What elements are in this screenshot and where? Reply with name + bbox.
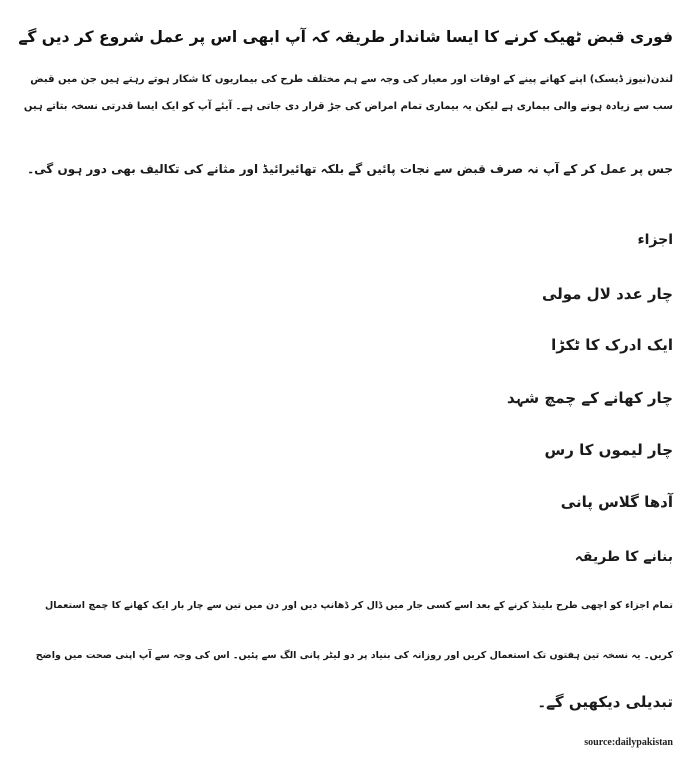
ingredient-item: چار عدد لال مولی: [541, 285, 673, 303]
method-heading: بنانے کا طریقہ: [574, 549, 673, 565]
intro-line: جس پر عمل کر کے آپ نہ صرف قبض سے نجات پائیں گے بلکہ تھائیرائیڈ اور مثانے کی تکالیف بھی دور ہوں گی۔: [27, 162, 673, 176]
method-line: تمام اجزاء کو اچھی طرح بلینڈ کرنے کے بعد اسے کسی جار میں ڈال کر ڈھانپ دیں اور دن میں تین سے چار بار ایک کھانے کا چمچ استعمال: [45, 600, 673, 611]
ingredient-item: آدھا گلاس پانی: [560, 493, 673, 511]
intro-line: سب سے زیادہ ہونے والی بیماری ہے لیکن یہ بیماری تمام امراض کی جڑ قرار دی جاتی ہے۔ آیئے آپ کو ایک ایسا قدرتی نسخہ بتاتے ہیں: [23, 101, 673, 112]
source-credit: source:dailypakistan: [584, 737, 673, 748]
intro-line: لندن(نیوز ڈیسک) اپنے کھانے پینے کے اوقات اور معیار کی وجہ سے ہم مختلف طرح کی بیماریوں کا شکار ہوتے رہتے ہیں جن میں قبض: [30, 74, 673, 85]
ingredient-item: چار لیموں کا رس: [544, 441, 673, 459]
article-headline: فوری قبض ٹھیک کرنے کا ایسا شاندار طریقہ کہ آپ ابھی اس پر عمل شروع کر دیں گے: [18, 28, 673, 46]
ingredient-item: چار کھانے کے چمچ شہد: [506, 389, 673, 407]
method-line: کریں۔ یہ نسخہ تین ہفتوں تک استعمال کریں اور روزانہ کی بنیاد پر دو لیٹر پانی الگ سے پئیں۔ اس کی وجہ سے آپ اپنی صحت میں واضح: [35, 650, 673, 661]
ingredients-heading: اجزاء: [637, 232, 673, 248]
ingredient-item: ایک ادرک کا ٹکڑا: [551, 336, 673, 354]
method-line: تبدیلی دیکھیں گے۔: [537, 693, 673, 711]
